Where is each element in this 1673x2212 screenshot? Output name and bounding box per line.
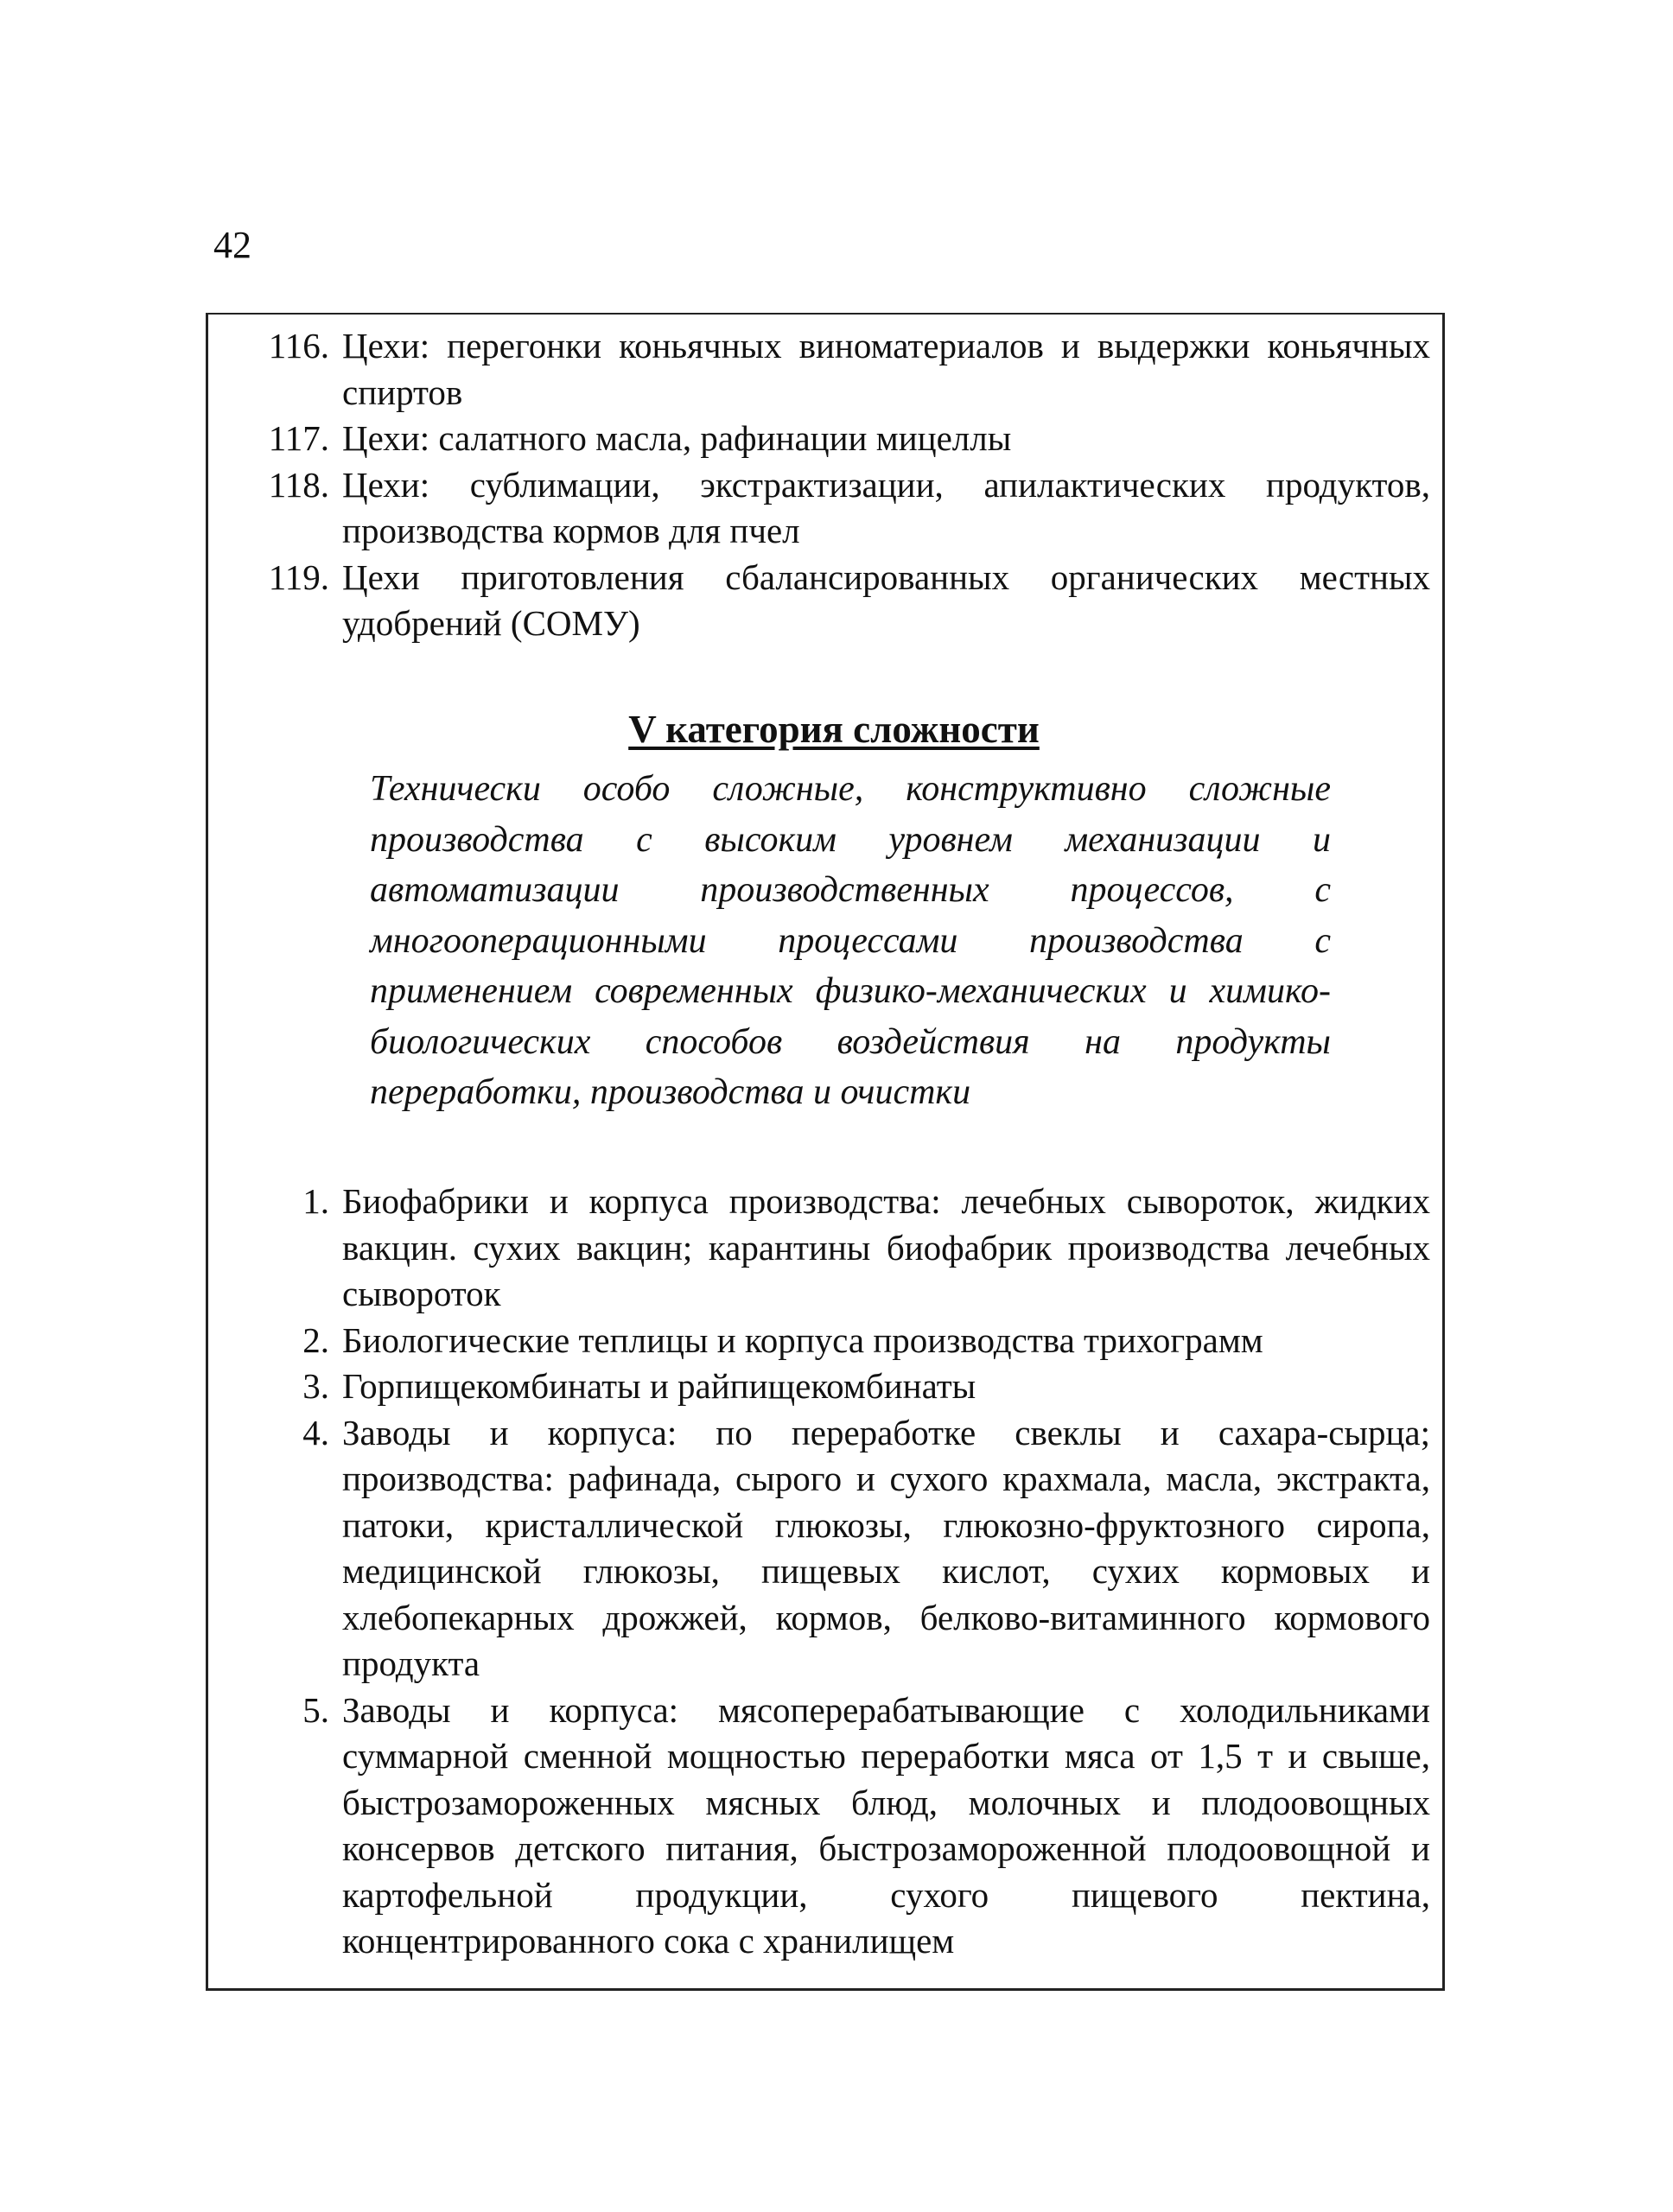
list-item [208, 1179, 1430, 1318]
list-item [208, 555, 1430, 647]
item-text: Заводы и корпуса: по переработке свеклы и сахара-сырца; производства: рафинада, сырого и сухого крахмала, масла, экстракта, патоки, кристаллической глюкозы, глюкозно-фруктозного сиропа, медицинской глюкозы, пищевых кислот, сухих кормовых и хлебопекарных дрожжей, кормов, белково-витаминного кормового продукта [342, 1412, 1430, 1683]
item-text: Заводы и корпуса: мясоперерабатывающие с холодильниками суммарной сменной мощностью переработки мяса от 1,5 т и свыше, быстрозамороженных мясных блюд, молочных и плодоовощных консервов детского питания, быстрозамороженной плодоовощной и картофельной продукции, сухого пищевого пектина, концентрированного сока с хранилищем [342, 1689, 1430, 1961]
item-number: 116. [268, 326, 329, 365]
item-text: Цехи: салатного масла, рафинации мицеллы [342, 418, 1012, 458]
item-text: Биологические теплицы и корпуса производства трихограмм [342, 1319, 1263, 1360]
item-number: 119. [268, 556, 329, 597]
item-number: 4. [302, 1412, 329, 1452]
list-item [208, 323, 1430, 416]
section-description: Технически особо сложные, конструктивно сложные производства с высоким уровнем механизации и автоматизации производственных процессов, с многооперационными процессами производства с применением современных физико-механических и химико-биологических способов воздействия на продукты переработки, производства и очистки [370, 769, 1331, 1112]
content-frame [206, 313, 1445, 1991]
item-number: 3. [302, 1366, 329, 1406]
list-item [208, 1363, 1430, 1410]
workshop-list-top [208, 323, 1430, 647]
page-number: 42 [213, 224, 251, 266]
section-title: V категория сложности [628, 708, 1040, 751]
list-item [208, 1688, 1430, 1965]
item-text: Биофабрики и корпуса производства: лечебных сывороток, жидких вакцин. сухих вакцин; карантины биофабрик производства лечебных сывороток [342, 1181, 1430, 1313]
item-text: Горпищекомбинаты и райпищекомбинаты [342, 1366, 976, 1406]
item-number: 117. [268, 418, 329, 458]
list-item [208, 462, 1430, 555]
item-text: Цехи приготовления сбалансированных органических местных удобрений (СОМУ) [342, 556, 1430, 643]
item-number: 1. [302, 1181, 329, 1221]
list-item [208, 416, 1430, 462]
item-number: 5. [302, 1689, 329, 1730]
item-text: Цехи: сублимации, экстрактизации, апилактических продуктов, производства кормов для пчел [342, 464, 1430, 550]
item-number: 2. [302, 1319, 329, 1360]
production-list [208, 1179, 1430, 1965]
item-text: Цехи: перегонки коньячных виноматериалов и выдержки коньячных спиртов [342, 326, 1430, 412]
list-item [208, 1410, 1430, 1688]
item-number: 118. [268, 464, 329, 505]
list-item [208, 1318, 1430, 1364]
